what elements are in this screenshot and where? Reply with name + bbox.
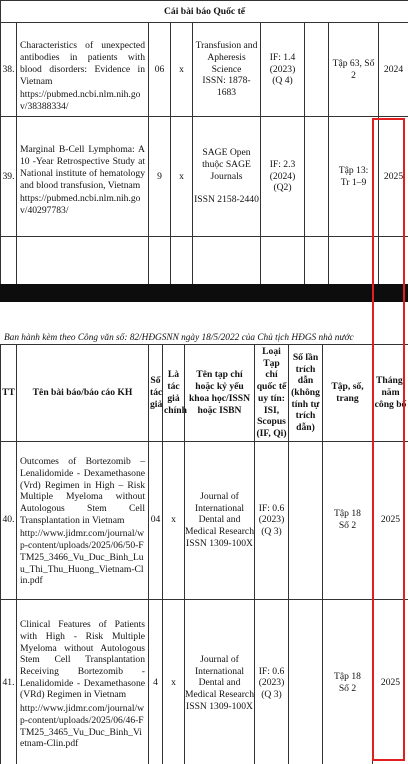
volume-cell [323,599,373,764]
table-row [1,599,408,764]
volume-text-2: Tr 1–9 [340,176,367,188]
header-index: Loại Tạp chí quốc tế uy tín: ISI, Scopus (IF, Qi) [255,345,289,442]
volume-cell [329,23,379,117]
impact-factor: IF: 1.4 (2023) [269,51,296,75]
table-row [1,117,408,237]
quartile: (Q 4) [272,75,293,87]
publish-date: 2025 [379,117,408,237]
article-url[interactable]: http://www.jidmr.com/journal/wp-content/uploads/2025/06/50-FTM25_3466_Vu_Duc_Binh_Luu_Thi_Thu_Huong_Vietnam-Clin.pdf [20,528,145,587]
volume-cell [323,441,373,599]
author-count: 04 [149,441,163,599]
volume-text: Tập 18 [334,508,361,520]
journal-issn: ISSN 1309-100X [186,537,253,549]
table-row [1,23,408,117]
journal-name: Journal of International Dental and Medical Research [185,653,254,700]
main-author-mark: x [163,599,185,764]
article-title: Clinical Features of Patients with High - Risk Multiple Myeloma without Autologous Stem Cell Transplantation Receiving Bortezomib - Lenalidomide - Dexamethasone (VRd) Regimen in Vietnam [20,619,145,701]
publications-table-bottom [0,344,408,764]
journal-cell [193,117,261,237]
volume-text-2: Số 2 [338,683,357,695]
index-cell [261,117,305,237]
publish-date: 2025 [373,599,408,764]
author-count: 9 [149,117,171,237]
header-authors: Số tác giả [149,345,163,442]
row-number: 38. [1,23,17,117]
volume-text: Tập 13: [338,164,369,176]
article-url[interactable]: http://www.jidmr.com/journal/wp-content/uploads/2025/06/46-FTM25_3465_Vu_Duc_Binh_Vietnam-Clin.pdf [20,703,145,750]
article-title-cell [17,117,149,237]
header-date: Tháng, năm công bố [373,345,408,442]
index-cell [255,599,289,764]
volume-cell [329,117,379,237]
journal-cell [185,599,255,764]
journal-cell [185,441,255,599]
article-title: Outcomes of Bortezomib – Lenalidomide - Dexamethasone (Vrd) Regimen in High – Risk Multiple Myeloma without Autologous Stem Cell Transplantation in Vietnam [20,456,145,526]
journal-issn: ISSN 2158-2440 [194,194,259,206]
article-title-cell [17,599,149,764]
impact-factor: IF: 2.3 (2024) [269,158,296,182]
table-row [1,441,408,599]
section-title: Cái bài báo Quốc tế [1,1,408,23]
quartile: (Q 3) [261,525,282,537]
volume-text: Tập 63, Số 2 [332,57,375,81]
journal-cell [193,23,261,117]
publications-table-top [0,0,408,285]
impact-factor: IF: 0.6 (2023) [258,665,285,689]
citation-count [289,599,323,764]
citation-count [305,117,329,237]
volume-text: Tập 18 [334,671,361,683]
volume-text-2: Số 2 [338,520,357,532]
header-title: Tên bài báo/báo cáo KH [17,345,149,442]
journal-name: SAGE Open thuộc SAGE Journals [202,147,251,182]
header-volume: Tập, số, trang [323,345,373,442]
article-title: Marginal B-Cell Lymphoma: A 10 -Year Retrospective Study at National institute of hematology and blood transfusion, Vietnam [20,144,145,191]
main-author-mark: x [171,23,193,117]
table-row-empty [1,237,408,285]
citation-count [289,441,323,599]
publish-date: 2024 [379,23,408,117]
author-count: 4 [149,599,163,764]
index-cell [255,441,289,599]
document-caption: Ban hành kèm theo Công văn số: 82/HĐGSNN ngày 18/5/2022 của Chủ tịch HĐGS nhà nước [4,333,354,343]
header-citations: Số lần trích dẫn (không tính tự trích dẫn) [289,345,323,442]
quartile: (Q 3) [261,688,282,700]
row-number: 40. [1,441,17,599]
article-url[interactable]: https://pubmed.ncbi.nlm.nih.gov/38388334/ [20,89,141,112]
row-number: 39. [1,117,17,237]
journal-issn: ISSN: 1878-1683 [202,75,251,99]
page-break-band [0,284,408,302]
main-author-mark: x [171,117,193,237]
main-author-mark: x [163,441,185,599]
row-number: 41. [1,599,17,764]
header-main-author: Là tác giả chính [163,345,185,442]
header-tt: TT [1,345,17,442]
impact-factor: IF: 0.6 (2023) [258,502,285,526]
article-title: Characteristics of unexpected antibodies in patients with blood disorders: Evidence in Vietnam [20,40,145,87]
journal-name: Transfusion and Apheresis Science [195,40,258,75]
article-title-cell [17,23,149,117]
table-header-row [1,345,408,442]
header-journal: Tên tạp chí hoặc kỷ yếu khoa học/ISSN hoặc ISBN [185,345,255,442]
journal-issn: ISSN 1309-100X [186,700,253,712]
citation-count [305,23,329,117]
article-url[interactable]: https://pubmed.ncbi.nlm.nih.gov/40297783/ [20,193,141,216]
publish-date: 2025 [373,441,408,599]
article-title-cell [17,441,149,599]
journal-name: Journal of International Dental and Medical Research [185,490,254,537]
quartile: (Q2) [273,182,292,194]
author-count: 06 [149,23,171,117]
index-cell [261,23,305,117]
